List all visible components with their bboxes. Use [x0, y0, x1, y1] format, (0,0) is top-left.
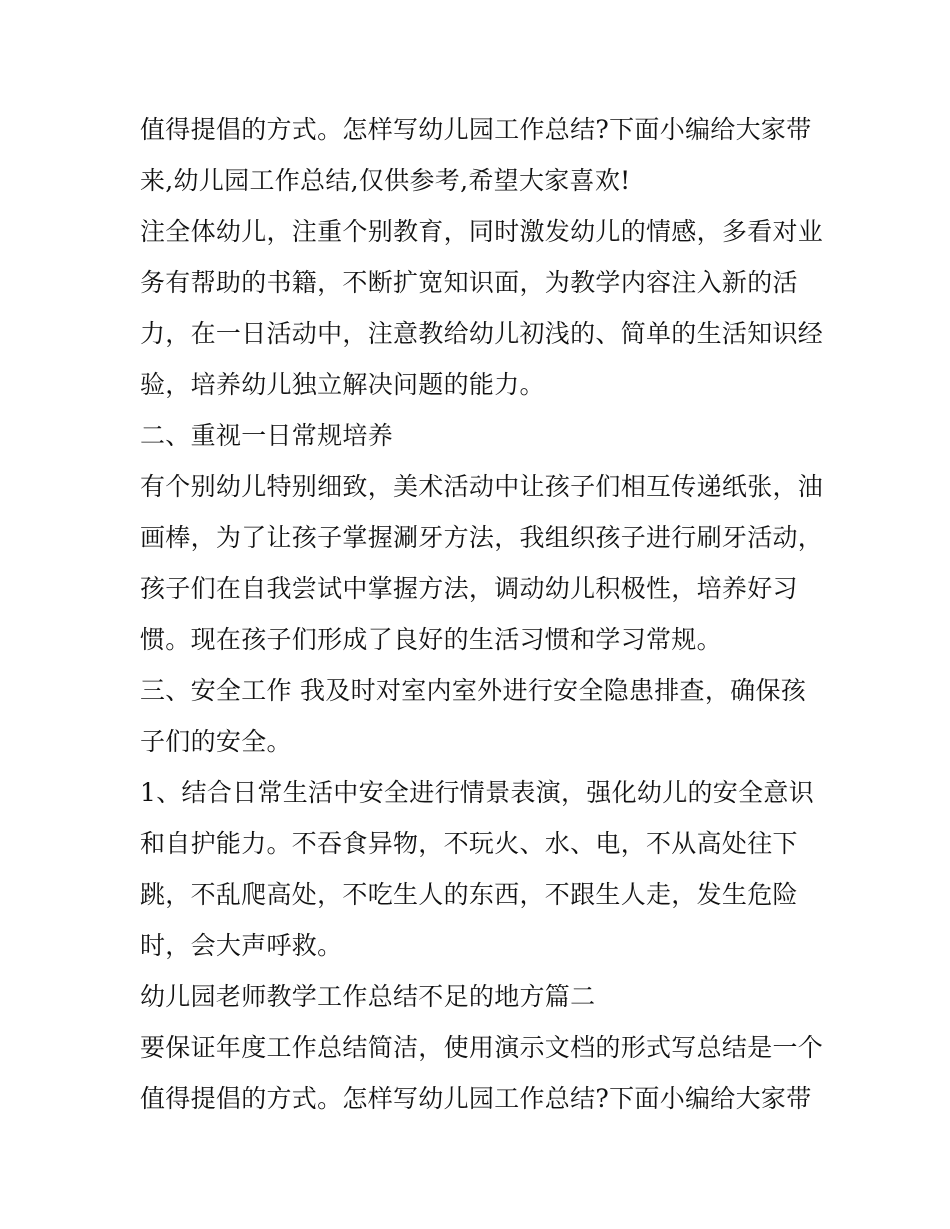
section-heading: 三、安全工作 我及时对室内室外进行安全隐患排查，确保孩 [140, 676, 807, 705]
text-line: 有个别幼儿特别细致，美术活动中让孩子们相互传递纸张，油 [140, 472, 824, 501]
text-line: 画棒，为了让孩子掌握涮牙方法，我组织孩子进行刷牙活动， [140, 523, 824, 552]
text-line: 值得提倡的方式。怎样写幼儿园工作总结?下面小编给大家带 [140, 1084, 812, 1113]
document-body [140, 104, 824, 1124]
text-line: 力，在一日活动中，注意教给幼儿初浅的、简单的生活知识经 [140, 319, 824, 348]
text-line: 和自护能力。不吞食异物，不玩火、水、电，不从高处往下 [140, 829, 798, 858]
text-line: 验，培养幼儿独立解决问题的能力。 [140, 370, 545, 399]
text-line: 1、结合日常生活中安全进行情景表演，强化幼儿的安全意识 [140, 778, 815, 807]
text-line: 惯。现在孩子们形成了良好的生活习惯和学习常规。 [140, 625, 722, 654]
text-line: 时，会大声呼救。 [140, 931, 343, 960]
text-line: 跳，不乱爬高处，不吃生人的东西，不跟生人走，发生危险 [140, 880, 798, 909]
text-line: 来,幼儿园工作总结,仅供参考,希望大家喜欢! [140, 166, 631, 195]
text-line: 值得提倡的方式。怎样写幼儿园工作总结?下面小编给大家带 [140, 115, 812, 144]
text-line: 要保证年度工作总结简洁，使用演示文档的形式写总结是一个 [140, 1033, 824, 1062]
text-line: 孩子们在自我尝试中掌握方法，调动幼儿积极性，培养好习 [140, 574, 798, 603]
text-line: 务有帮助的书籍，不断扩宽知识面，为教学内容注入新的活 [140, 268, 798, 297]
text-line: 注全体幼儿，注重个别教育，同时激发幼儿的情感，多看对业 [140, 217, 824, 246]
text-line: 子们的安全。 [140, 727, 292, 756]
article-title: 幼儿园老师教学工作总结不足的地方篇二 [140, 982, 596, 1011]
section-heading: 二、重视一日常规培养 [140, 421, 394, 450]
